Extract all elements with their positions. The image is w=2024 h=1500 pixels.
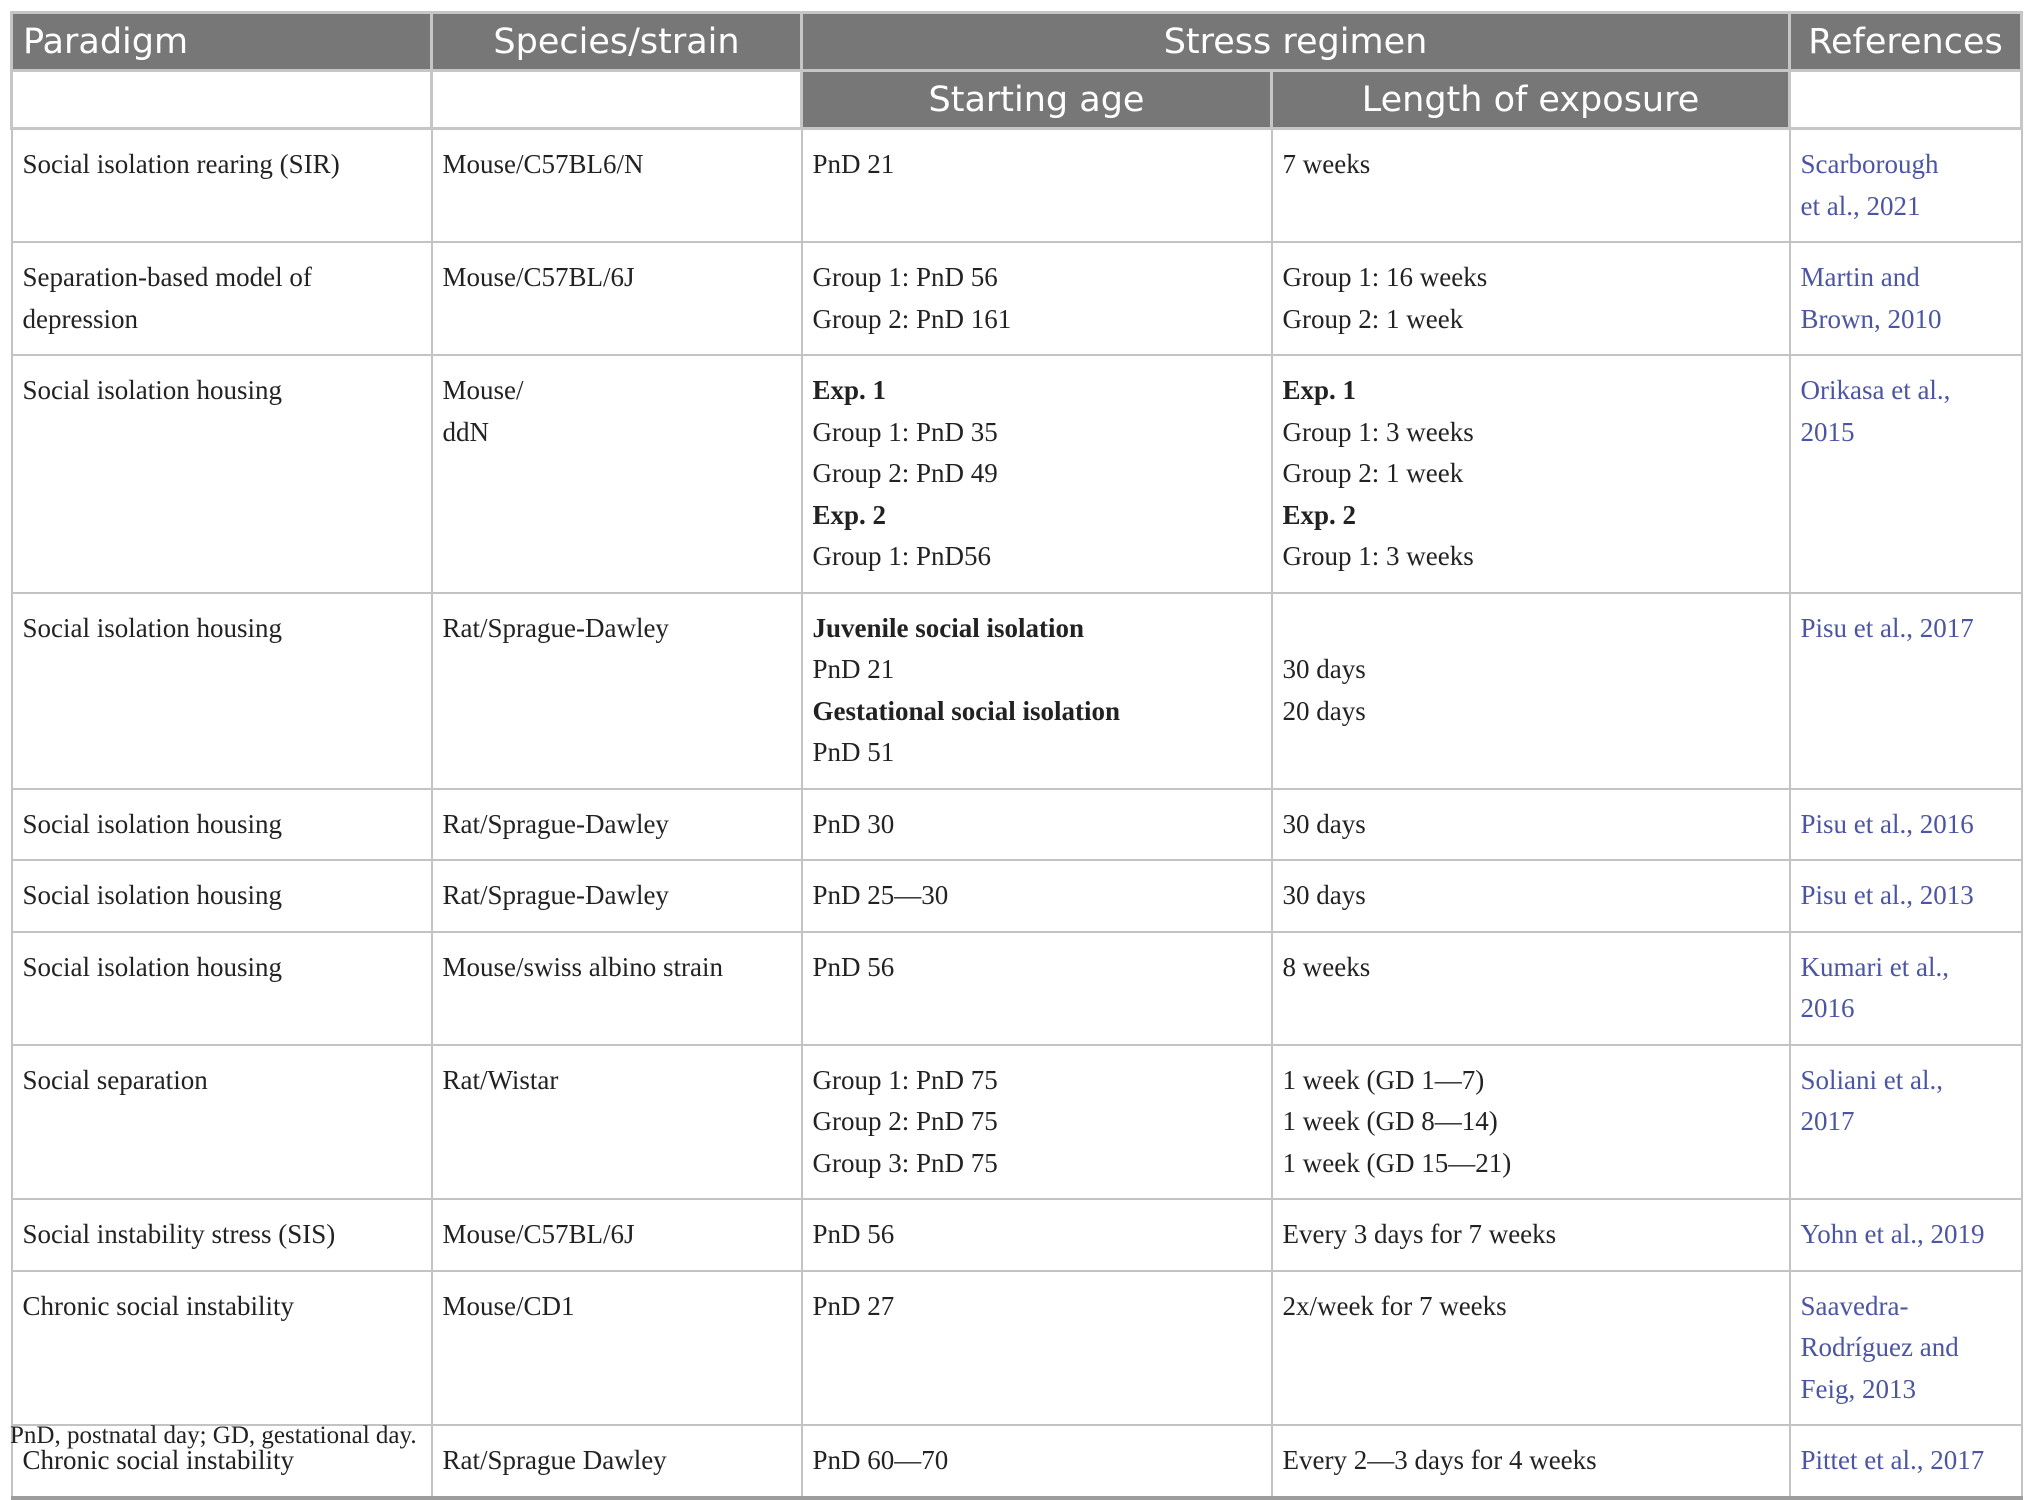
- table-row: [12, 1045, 2022, 1200]
- subheader-blank: [12, 71, 432, 129]
- reference-link-text[interactable]: Yohn et al., 2019: [1800, 1219, 1985, 1249]
- cell-line: Group 2: PnD 49: [812, 458, 998, 488]
- subheader-blank: [432, 71, 802, 129]
- table-row: [12, 789, 2022, 861]
- cell-line: Mouse/C57BL/6J: [442, 262, 635, 292]
- cell-line: 1 week (GD 15—21): [1282, 1147, 1512, 1178]
- species-cell: [432, 860, 802, 932]
- cell-line: 8 weeks: [1282, 951, 1371, 982]
- starting-age-cell: [802, 242, 1272, 355]
- length-of-exposure-cell: [1272, 789, 1790, 861]
- header-length-of-exposure: Length of exposure: [1272, 71, 1790, 129]
- reference-link-text[interactable]: Orikasa et al.,: [1800, 375, 1951, 405]
- cell-line: Every 3 days for 7 weeks: [1282, 1219, 1557, 1249]
- starting-age-cell: [802, 129, 1272, 243]
- cell-line: PnD 21: [812, 654, 895, 684]
- reference-cell[interactable]: [1790, 593, 2022, 789]
- cell-line: Group 3: PnD 75: [812, 1147, 998, 1178]
- cell-line: depression: [22, 303, 138, 334]
- reference-cell[interactable]: [1790, 932, 2022, 1045]
- reference-link-text[interactable]: Pisu et al., 2016: [1800, 808, 1974, 839]
- cell-line: 30 days: [1282, 654, 1366, 684]
- table-row: [12, 860, 2022, 932]
- species-cell: [432, 242, 802, 355]
- reference-link-text[interactable]: Pisu et al., 2017: [1800, 612, 1974, 643]
- cell-line: Every 2—3 days for 4 weeks: [1282, 1445, 1597, 1475]
- cell-line: Social isolation housing: [22, 880, 282, 910]
- length-of-exposure-cell: [1272, 129, 1790, 243]
- cell-line: Group 1: 3 weeks: [1282, 541, 1474, 571]
- cell-line: Rat/Sprague-Dawley: [442, 808, 669, 839]
- cell-line: 1 week (GD 1—7): [1282, 1064, 1485, 1095]
- group-heading: Exp. 2: [1282, 499, 1357, 530]
- starting-age-cell: [802, 789, 1272, 861]
- cell-line: Rat/Wistar: [442, 1064, 559, 1095]
- reference-cell[interactable]: [1790, 1271, 2022, 1426]
- species-cell: [432, 355, 802, 593]
- cell-line: Social isolation housing: [22, 951, 282, 982]
- header-stress-regimen: Stress regimen: [802, 13, 1790, 71]
- length-of-exposure-cell: [1272, 1425, 1790, 1498]
- stress-paradigm-table: [10, 11, 2023, 1500]
- cell-line: Group 2: PnD 75: [812, 1106, 998, 1136]
- reference-link-text[interactable]: Martin and: [1800, 262, 1920, 292]
- species-cell: [432, 1271, 802, 1426]
- cell-line: PnD 21: [812, 149, 895, 179]
- starting-age-cell: [802, 593, 1272, 789]
- cell-line: Mouse/C57BL6/N: [442, 149, 644, 179]
- cell-line: Rat/Sprague-Dawley: [442, 612, 669, 643]
- length-of-exposure-cell: [1272, 932, 1790, 1045]
- paradigm-cell: [12, 789, 432, 861]
- cell-line: PnD 25—30: [812, 880, 949, 910]
- group-heading: Juvenile social isolation: [812, 612, 1085, 643]
- table-row: [12, 129, 2022, 243]
- species-cell: [432, 932, 802, 1045]
- cell-line: Group 2: 1 week: [1282, 458, 1464, 488]
- cell-line: Rat/Sprague-Dawley: [442, 880, 669, 910]
- length-of-exposure-cell: [1272, 1271, 1790, 1426]
- reference-link-text[interactable]: Rodríguez and: [1800, 1332, 1959, 1362]
- cell-line: Mouse/swiss albino strain: [442, 951, 723, 982]
- species-cell: [432, 1199, 802, 1271]
- reference-cell[interactable]: [1790, 129, 2022, 243]
- table-container: [10, 11, 2020, 1500]
- reference-link-text[interactable]: Scarborough: [1800, 149, 1939, 179]
- header-species: Species/strain: [432, 13, 802, 71]
- paradigm-cell: [12, 242, 432, 355]
- cell-line: PnD 56: [812, 951, 895, 982]
- table-row: [12, 355, 2022, 593]
- starting-age-cell: [802, 355, 1272, 593]
- reference-link-text[interactable]: Brown, 2010: [1800, 303, 1942, 334]
- paradigm-cell: [12, 593, 432, 789]
- group-heading: Gestational social isolation: [812, 695, 1121, 726]
- table-row: [12, 593, 2022, 789]
- table-row: [12, 1271, 2022, 1426]
- cell-line: Mouse/: [442, 375, 524, 405]
- starting-age-cell: [802, 932, 1272, 1045]
- paradigm-cell: [12, 355, 432, 593]
- paradigm-cell: [12, 1271, 432, 1426]
- species-cell: [432, 129, 802, 243]
- cell-line: Group 1: PnD 56: [812, 262, 998, 292]
- reference-link-text[interactable]: et al., 2021: [1800, 190, 1921, 221]
- reference-link-text[interactable]: 2016: [1800, 993, 1855, 1023]
- reference-link-text[interactable]: Saavedra-: [1800, 1290, 1909, 1321]
- starting-age-cell: [802, 1425, 1272, 1498]
- starting-age-cell: [802, 860, 1272, 932]
- reference-link-text[interactable]: Pittet et al., 2017: [1800, 1445, 1985, 1475]
- cell-line: 1 week (GD 8—14): [1282, 1106, 1498, 1136]
- length-of-exposure-cell: [1272, 593, 1790, 789]
- cell-line: PnD 56: [812, 1219, 895, 1249]
- cell-line: Mouse/C57BL/6J: [442, 1219, 635, 1249]
- length-of-exposure-cell: [1272, 1045, 1790, 1200]
- length-of-exposure-cell: [1272, 355, 1790, 593]
- species-cell: [432, 1045, 802, 1200]
- starting-age-cell: [802, 1199, 1272, 1271]
- subheader-blank: [1790, 71, 2022, 129]
- header-row: [12, 13, 2022, 71]
- reference-cell[interactable]: [1790, 1425, 2022, 1498]
- cell-line: Rat/Sprague Dawley: [442, 1445, 667, 1475]
- cell-line: Separation-based model of: [22, 262, 312, 292]
- length-of-exposure-cell: [1272, 242, 1790, 355]
- cell-line: PnD 51: [812, 737, 895, 767]
- cell-line: Social isolation housing: [22, 612, 282, 643]
- subheader-row: [12, 71, 2022, 129]
- paradigm-cell: [12, 129, 432, 243]
- reference-link-text[interactable]: 2015: [1800, 416, 1855, 447]
- table-row: [12, 1199, 2022, 1271]
- species-cell: [432, 593, 802, 789]
- length-of-exposure-cell: [1272, 1199, 1790, 1271]
- header-starting-age: Starting age: [802, 71, 1272, 129]
- reference-link-text[interactable]: Kumari et al.,: [1800, 951, 1949, 982]
- paradigm-cell: [12, 1199, 432, 1271]
- table-row: [12, 932, 2022, 1045]
- reference-cell[interactable]: [1790, 1045, 2022, 1200]
- reference-cell[interactable]: [1790, 1199, 2022, 1271]
- cell-line: Social isolation housing: [22, 375, 282, 405]
- paradigm-cell: [12, 860, 432, 932]
- reference-cell[interactable]: [1790, 860, 2022, 932]
- cell-line: Social isolation rearing (SIR): [22, 149, 340, 179]
- cell-line: 7 weeks: [1282, 149, 1371, 179]
- table-row: [12, 242, 2022, 355]
- group-heading: Exp. 1: [1282, 375, 1357, 405]
- species-cell: [432, 1425, 802, 1498]
- cell-line: Chronic social instability: [22, 1290, 294, 1321]
- cell-line: Group 1: PnD56: [812, 541, 992, 571]
- cell-line: PnD 27: [812, 1290, 895, 1321]
- reference-link-text[interactable]: 2017: [1800, 1106, 1855, 1136]
- cell-line: 30 days: [1282, 808, 1366, 839]
- starting-age-cell: [802, 1271, 1272, 1426]
- table-footnote: PnD, postnatal day; GD, gestational day.: [10, 1422, 417, 1449]
- spacer: [1283, 608, 1779, 650]
- starting-age-cell: [802, 1045, 1272, 1200]
- group-heading: Exp. 2: [812, 499, 887, 530]
- cell-line: Group 2: PnD 161: [812, 303, 1012, 334]
- reference-link-text[interactable]: Feig, 2013: [1800, 1373, 1917, 1404]
- cell-line: Group 1: 3 weeks: [1282, 416, 1474, 447]
- header-references: References: [1790, 13, 2022, 71]
- cell-line: Group 1: PnD 75: [812, 1064, 998, 1095]
- cell-line: Mouse/CD1: [442, 1290, 575, 1321]
- length-of-exposure-cell: [1272, 860, 1790, 932]
- header-paradigm: Paradigm: [12, 13, 432, 71]
- cell-line: Social isolation housing: [22, 808, 282, 839]
- cell-line: 20 days: [1282, 695, 1366, 726]
- cell-line: Chronic social instability: [22, 1445, 294, 1475]
- cell-line: Group 1: 16 weeks: [1282, 262, 1488, 292]
- paradigm-cell: [12, 1045, 432, 1200]
- cell-line: PnD 30: [812, 808, 895, 839]
- cell-line: 2x/week for 7 weeks: [1282, 1290, 1507, 1321]
- cell-line: 30 days: [1282, 880, 1366, 910]
- cell-line: Group 1: PnD 35: [812, 416, 998, 447]
- cell-line: Group 2: 1 week: [1282, 303, 1464, 334]
- cell-line: PnD 60—70: [812, 1445, 949, 1475]
- reference-cell[interactable]: [1790, 355, 2022, 593]
- cell-line: Social separation: [22, 1064, 208, 1095]
- group-heading: Exp. 1: [812, 375, 887, 405]
- species-cell: [432, 789, 802, 861]
- reference-cell[interactable]: [1790, 789, 2022, 861]
- reference-link-text[interactable]: Pisu et al., 2013: [1800, 880, 1974, 910]
- cell-line: Social instability stress (SIS): [22, 1219, 336, 1249]
- reference-cell[interactable]: [1790, 242, 2022, 355]
- reference-link-text[interactable]: Soliani et al.,: [1800, 1064, 1943, 1095]
- cell-line: ddN: [442, 416, 489, 447]
- paradigm-cell: [12, 932, 432, 1045]
